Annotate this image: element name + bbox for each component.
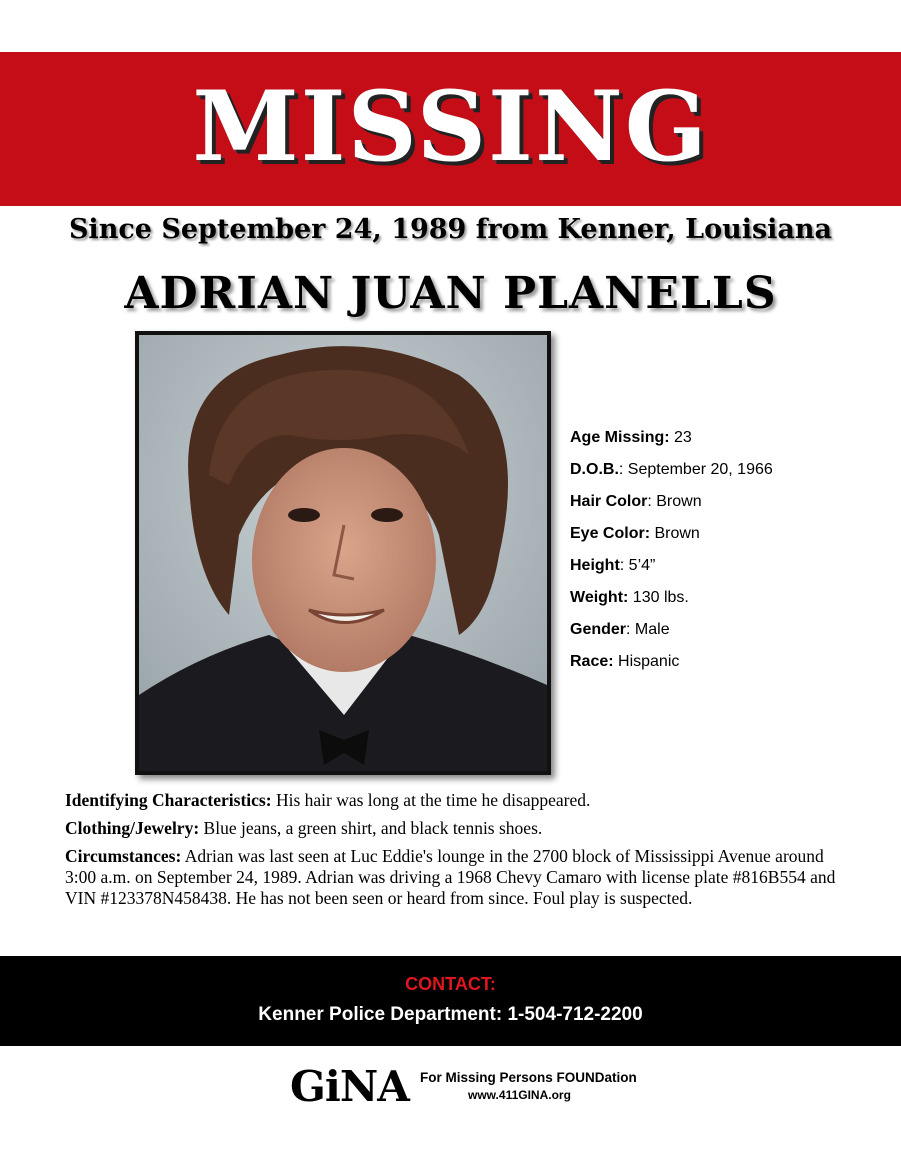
detail-label: Gender <box>570 621 627 638</box>
circumstances-text: Adrian was last seen at Luc Eddie's lounge in the 2700 block of Mississippi Avenue around 3:00 a.m. on September 24, 1989. Adrian was driving a 1968 Chevy Camaro with license plate #816B554 and VIN #123378N458438. He has not been seen or heard from since. Foul play is suspected. <box>65 846 836 908</box>
contact-phone: Kenner Police Department: 1-504-712-2200 <box>258 1004 643 1025</box>
logo-wordmark: GiNA <box>290 1062 409 1111</box>
circumstances-label: Circumstances: <box>65 846 182 866</box>
person-name: ADRIAN JUAN PLANELLS <box>124 268 777 319</box>
detail-height <box>570 550 890 582</box>
identifying-paragraph <box>65 790 845 811</box>
detail-value: : Male <box>626 621 670 638</box>
detail-gender <box>570 614 890 646</box>
details-list <box>570 422 890 678</box>
detail-label: Eye Color: <box>570 525 651 542</box>
detail-label: Height <box>570 557 620 574</box>
detail-value: 130 lbs. <box>628 589 689 606</box>
detail-weight <box>570 582 890 614</box>
gina-logo <box>290 1062 650 1112</box>
contact-bar <box>0 956 901 1046</box>
detail-age <box>570 422 890 454</box>
detail-value: 23 <box>669 429 692 446</box>
clothing-paragraph <box>65 818 845 839</box>
logo-tagline: For Missing Persons FOUNDation <box>420 1070 637 1085</box>
detail-value: : September 20, 1966 <box>618 461 773 478</box>
clothing-label: Clothing/Jewelry: <box>65 818 200 838</box>
detail-race <box>570 646 890 678</box>
identifying-label: Identifying Characteristics: <box>65 790 272 810</box>
detail-eye-color <box>570 518 890 550</box>
detail-value: : 5’4” <box>619 557 656 574</box>
contact-title: CONTACT: <box>405 974 496 994</box>
info-section <box>65 790 845 916</box>
detail-label: Race: <box>570 653 614 670</box>
detail-value: Brown <box>650 525 700 542</box>
detail-hair-color <box>570 486 890 518</box>
clothing-text: Blue jeans, a green shirt, and black tennis shoes. <box>199 818 543 838</box>
detail-value: Hispanic <box>613 653 680 670</box>
circumstances-paragraph <box>65 846 845 909</box>
detail-label: Hair Color <box>570 493 648 510</box>
since-line: Since September 24, 1989 from Kenner, Louisiana <box>68 214 833 245</box>
detail-dob <box>570 454 890 486</box>
detail-label: D.O.B. <box>570 461 619 478</box>
detail-label: Weight: <box>570 589 629 606</box>
logo-url[interactable]: www.411GINA.org <box>468 1088 571 1102</box>
detail-value: : Brown <box>647 493 702 510</box>
detail-label: Age Missing: <box>570 429 670 446</box>
identifying-text: His hair was long at the time he disappeared. <box>271 790 591 810</box>
person-photo <box>135 331 551 775</box>
banner-title: MISSING <box>192 70 709 183</box>
